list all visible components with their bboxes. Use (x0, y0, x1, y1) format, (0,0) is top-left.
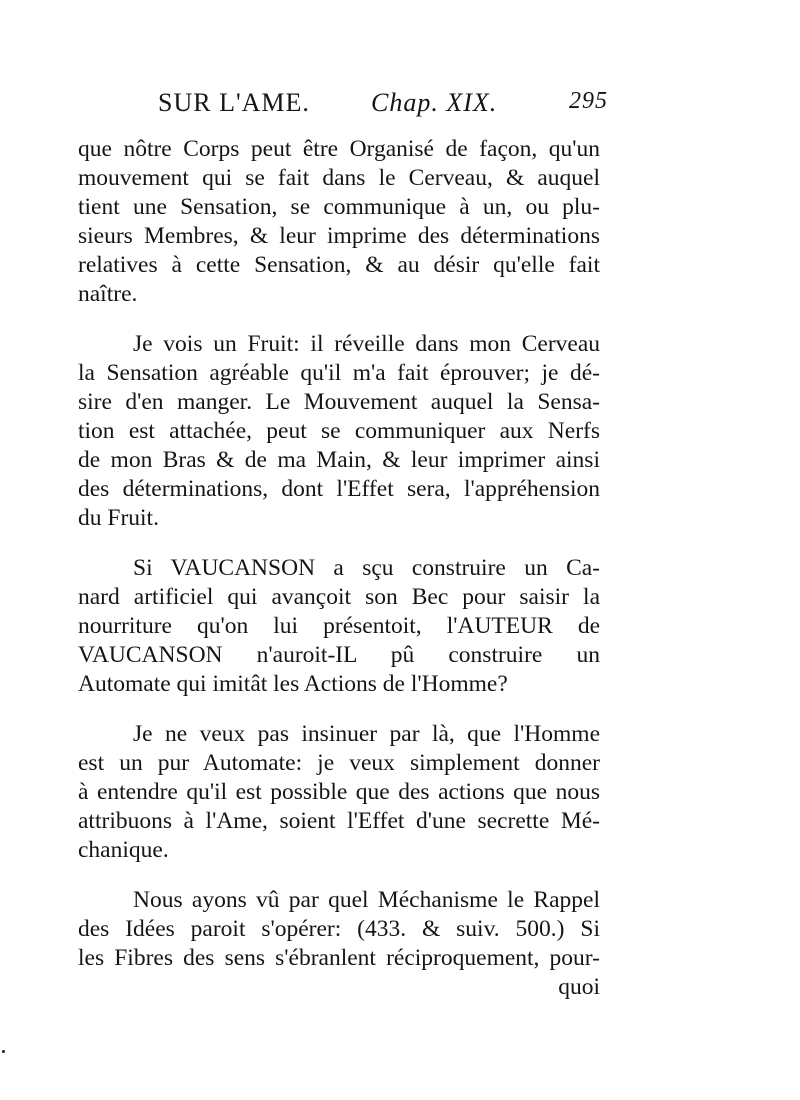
text-line: les Fibres des sens s'ébranlent réciproquement, pour- (78, 945, 600, 971)
page-header (158, 88, 608, 124)
text-line: des déterminations, dont l'Effet sera, l'appréhension (78, 476, 600, 502)
text-line: Je ne veux pas insinuer par là, que l'Homme (133, 721, 600, 747)
scan-speck (2, 1050, 5, 1053)
text-line: la Sensation agréable qu'il m'a fait éprouver; je dé- (78, 360, 600, 386)
text-line: nourriture qu'on lui présentoit, l'AUTEUR de (78, 613, 600, 639)
text-line: sieurs Membres, & leur imprime des déterminations (78, 223, 600, 249)
chapter-label: Chap. XIX. (371, 88, 498, 117)
text-line: relatives à cette Sensation, & au désir qu'elle fait (78, 252, 600, 278)
text-line: à entendre qu'il est possible que des actions que nous (78, 779, 600, 805)
text-line: tion est attachée, peut se communiquer aux Nerfs (78, 418, 600, 444)
page-number: 295 (569, 88, 608, 114)
text-line: sire d'en manger. Le Mouvement auquel la Sensa- (78, 389, 600, 415)
text-line: Je vois un Fruit: il réveille dans mon Cerveau (133, 331, 600, 357)
text-line: chanique. (78, 837, 169, 863)
paragraph-4 (78, 720, 600, 865)
catchword: quoi (558, 974, 600, 1000)
text-line: tient une Sensation, se communique à un, ou plu- (78, 194, 600, 220)
page-body (78, 135, 600, 1002)
text-line: naître. (78, 281, 138, 307)
text-line: mouvement qui se fait dans le Cerveau, & auquel (78, 165, 600, 191)
text-line: de mon Bras & de ma Main, & leur imprimer ainsi (78, 447, 600, 473)
text-line: nard artificiel qui avançoit son Bec pour saisir la (78, 584, 600, 610)
paragraph-2 (78, 330, 600, 533)
text-line: du Fruit. (78, 505, 159, 531)
text-line: Si VAUCANSON a sçu construire un Ca- (133, 555, 600, 581)
text-line: que nôtre Corps peut être Organisé de façon, qu'un (78, 136, 600, 162)
paragraph-5 (78, 886, 600, 1002)
text-line: VAUCANSON n'auroit-IL pû construire un (78, 642, 600, 668)
text-line: attribuons à l'Ame, soient l'Effet d'une secrette Mé- (78, 808, 600, 834)
running-title: SUR L'AME. (158, 88, 310, 117)
paragraph-3 (78, 554, 600, 699)
text-line: Nous ayons vû par quel Méchanisme le Rappel (133, 887, 600, 913)
text-line: des Idées paroit s'opérer: (433. & suiv. 500.) Si (78, 916, 600, 942)
text-line: Automate qui imitât les Actions de l'Homme? (78, 671, 508, 697)
text-line: est un pur Automate: je veux simplement donner (78, 750, 600, 776)
paragraph-1 (78, 135, 600, 309)
